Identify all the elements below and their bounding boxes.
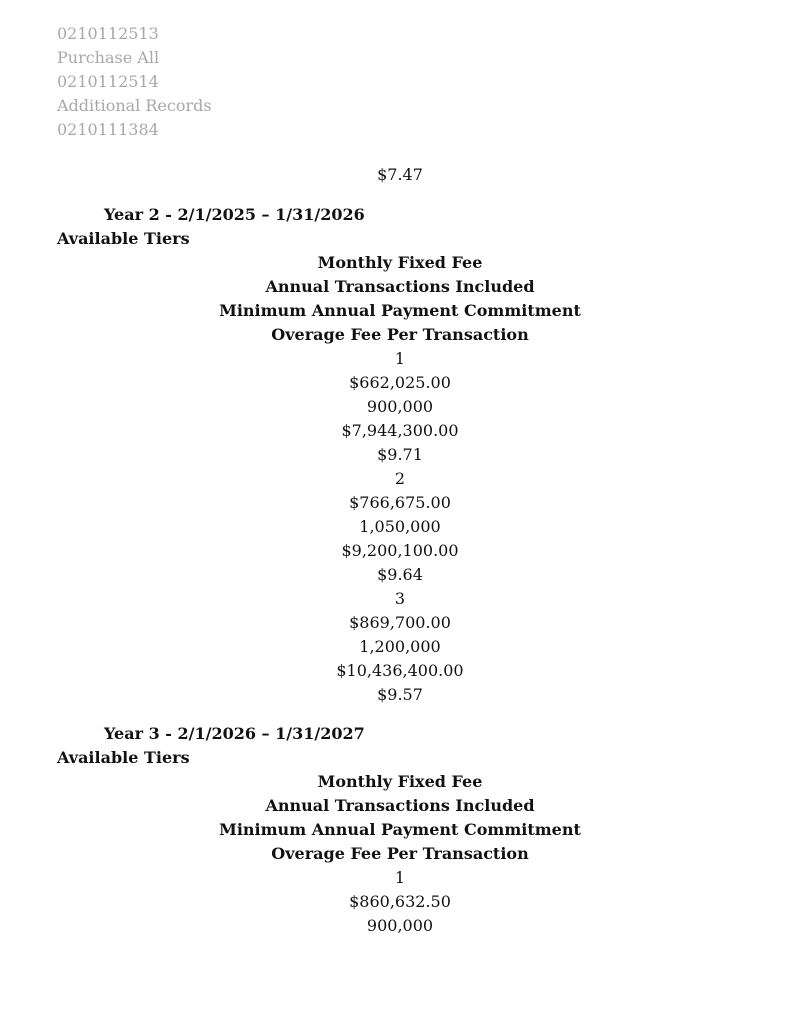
- column-header: Annual Transactions Included: [265, 796, 535, 815]
- record-id: 0210111384: [57, 120, 159, 139]
- monthly-fixed-fee: $662,025.00: [349, 373, 451, 392]
- annual-transactions: 1,200,000: [359, 637, 441, 656]
- column-header: Monthly Fixed Fee: [317, 772, 483, 791]
- column-header: Minimum Annual Payment Commitment: [219, 301, 581, 320]
- record-id-list: [57, 22, 212, 142]
- overage-fee: $9.64: [377, 565, 423, 584]
- tier-number: 1: [394, 868, 406, 887]
- minimum-annual-payment: $7,944,300.00: [341, 421, 459, 440]
- monthly-fixed-fee: $860,632.50: [349, 892, 451, 911]
- overage-fee: $9.71: [377, 445, 423, 464]
- column-header: Monthly Fixed Fee: [317, 253, 483, 272]
- annual-transactions: 900,000: [366, 397, 434, 416]
- tier-number: 2: [394, 469, 406, 488]
- minimum-annual-payment: $10,436,400.00: [336, 661, 464, 680]
- column-header: Overage Fee Per Transaction: [271, 844, 529, 863]
- annual-transactions: 900,000: [366, 916, 434, 935]
- record-label: Additional Records: [57, 96, 212, 115]
- record-id: 0210112513: [57, 24, 159, 43]
- available-tiers-label: Available Tiers: [57, 229, 190, 248]
- monthly-fixed-fee: $869,700.00: [349, 613, 451, 632]
- tier-number: 3: [394, 589, 406, 608]
- column-header: Minimum Annual Payment Commitment: [219, 820, 581, 839]
- tier-number: 1: [394, 349, 406, 368]
- year-3-section: [0, 722, 800, 938]
- year-2-section: [0, 203, 800, 707]
- overage-fee: $9.57: [377, 685, 423, 704]
- column-header: Overage Fee Per Transaction: [271, 325, 529, 344]
- annual-transactions: 1,050,000: [359, 517, 441, 536]
- year-heading: Year 2 - 2/1/2025 – 1/31/2026: [104, 205, 365, 224]
- column-header: Annual Transactions Included: [265, 277, 535, 296]
- record-id: 0210112514: [57, 72, 159, 91]
- minimum-annual-payment: $9,200,100.00: [341, 541, 459, 560]
- record-label: Purchase All: [57, 48, 160, 67]
- monthly-fixed-fee: $766,675.00: [349, 493, 451, 512]
- year-heading: Year 3 - 2/1/2026 – 1/31/2027: [104, 724, 365, 743]
- available-tiers-label: Available Tiers: [57, 748, 190, 767]
- unit-price: $7.47: [377, 165, 423, 184]
